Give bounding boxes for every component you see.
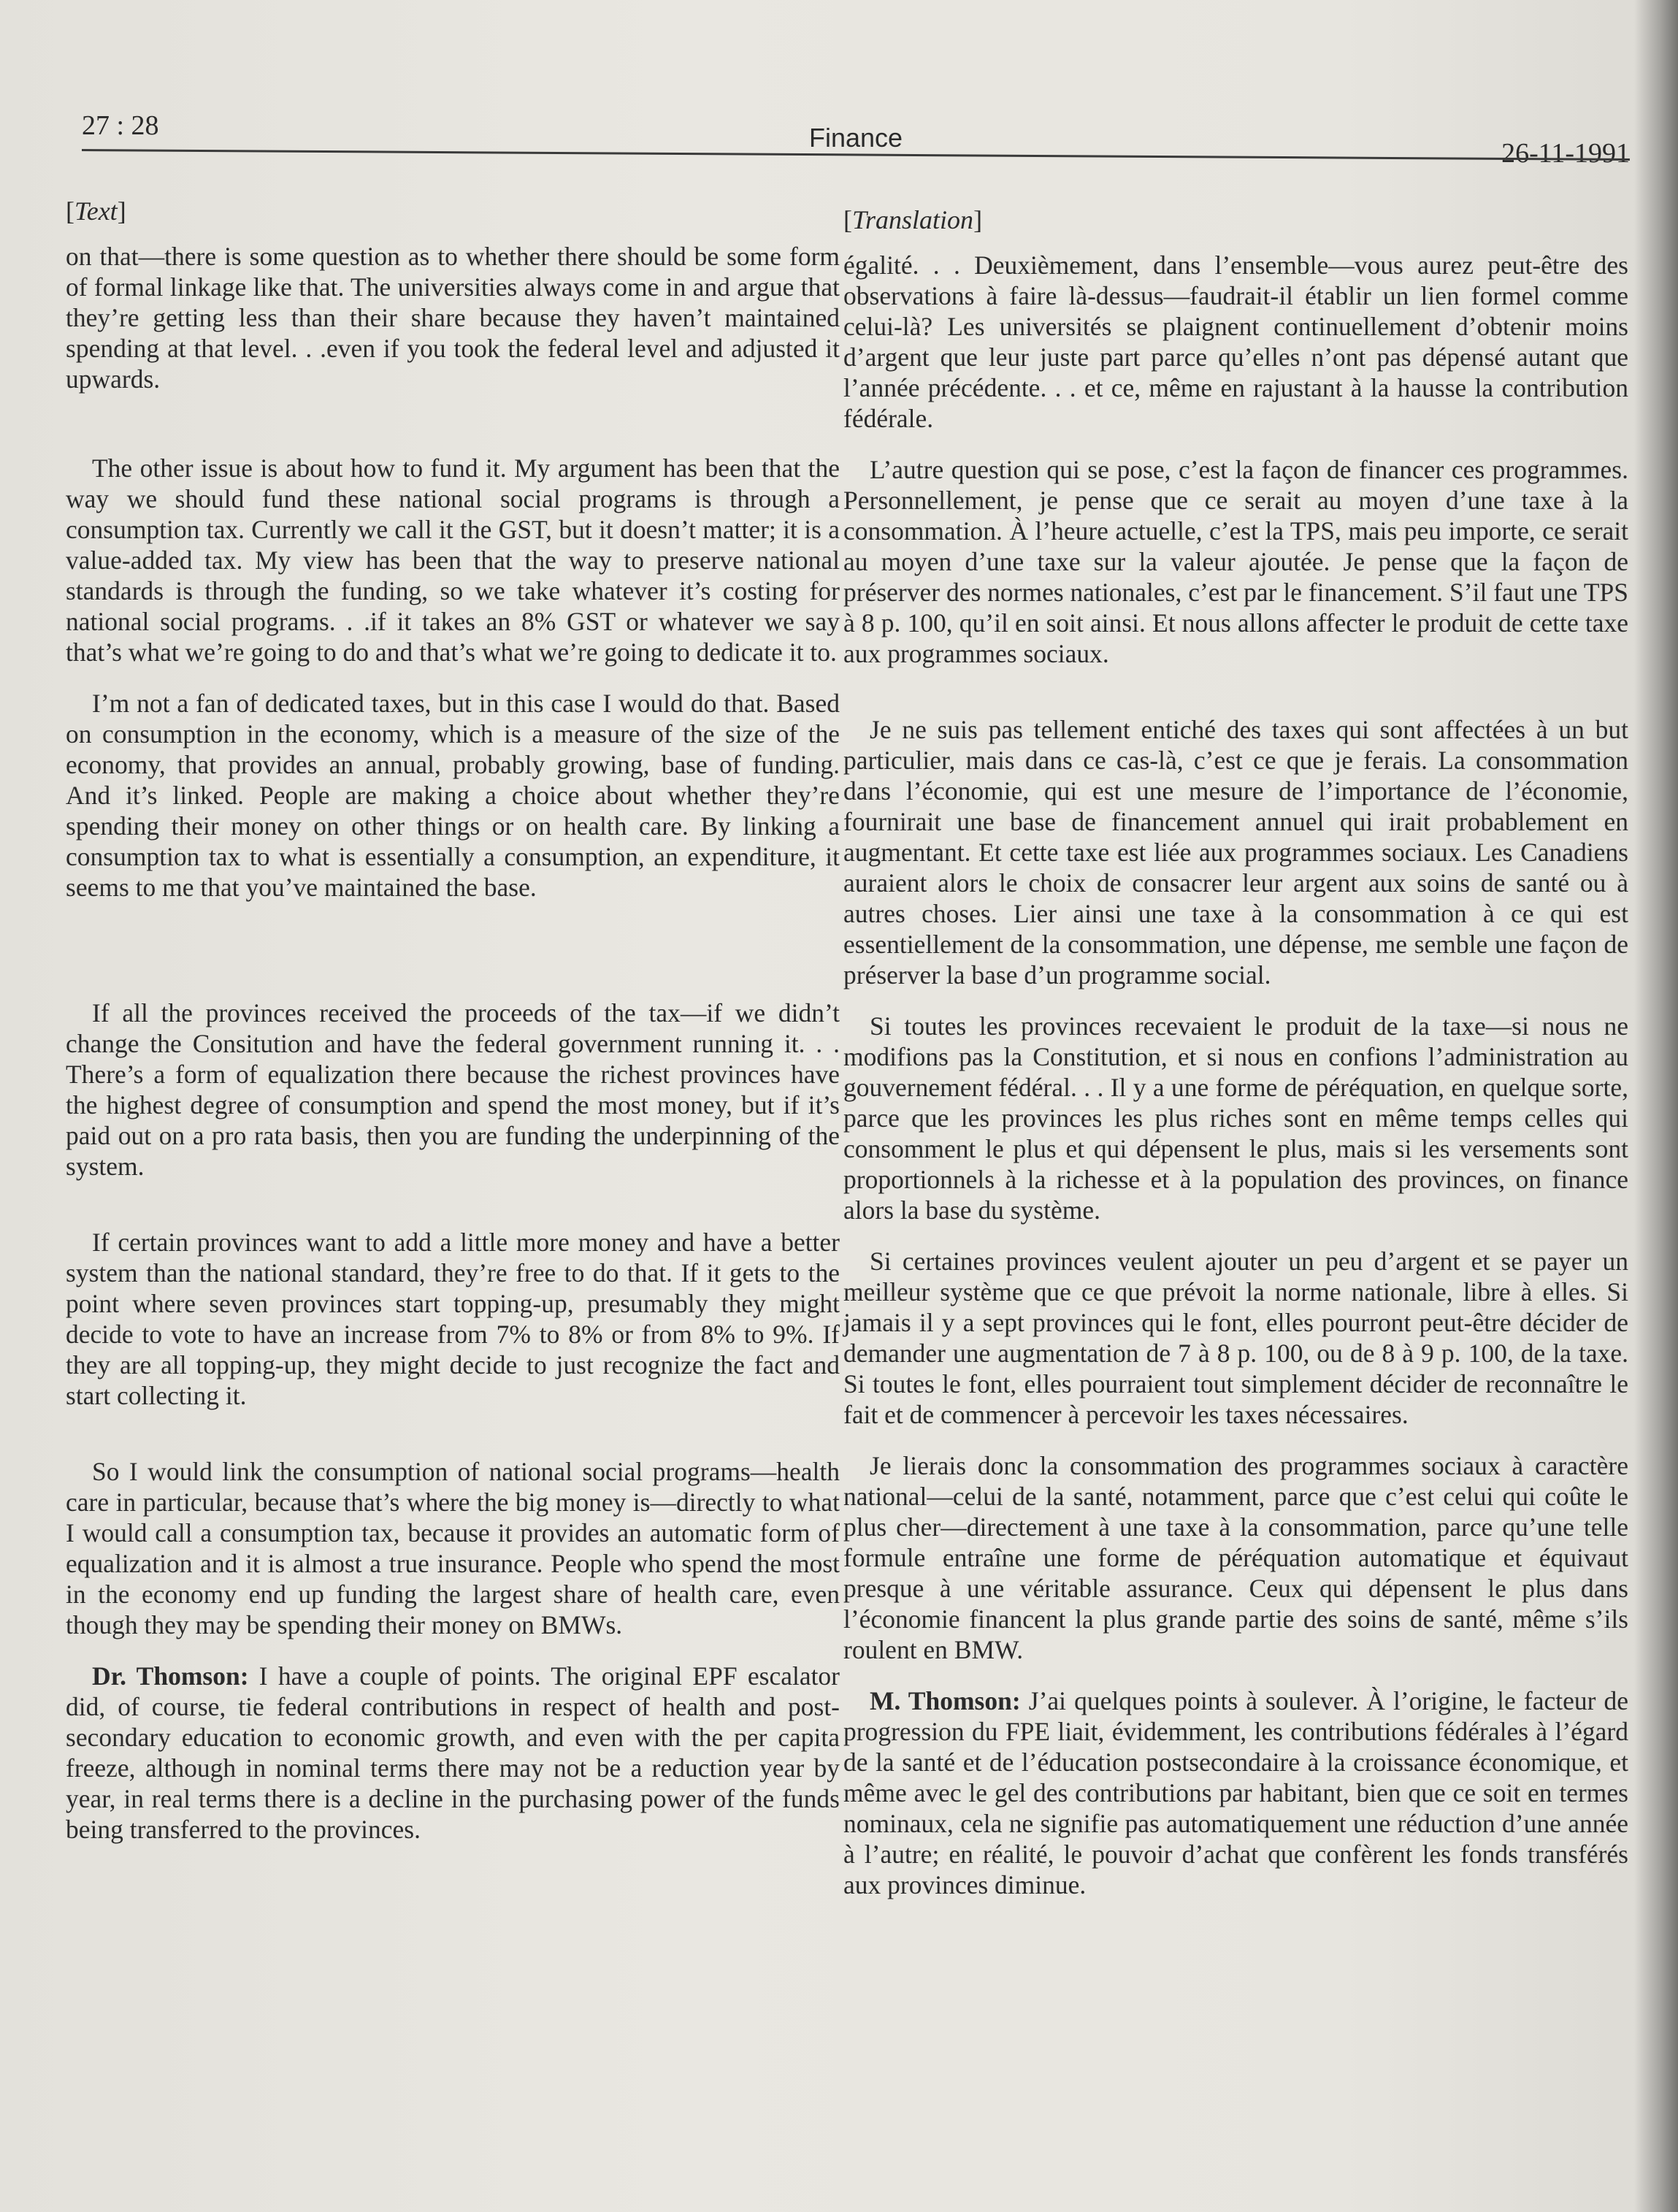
column-tag: [Translation] bbox=[843, 205, 983, 234]
header-title: Finance bbox=[808, 123, 903, 153]
column-tag: [Text] bbox=[66, 196, 126, 226]
paragraph: égalité. . . Deuxièmement, dans l’ensemble—vous aurez peut-être des observations à faire là-dessus—faudrait-il établir un lien formel comme celui-là? Les universités se plaignent continuellement d’obtenir moins d’argent que leur juste part parce qu’elles n’ont pas dépensé autant que l’année précédente. . . et ce, même en rajustant à la hausse la contribution fédérale. bbox=[843, 250, 1628, 433]
paragraph: If all the provinces received the proceeds of the tax—if we didn’t change the Consitution and have the federal government running it. . . There’s a form of equalization there because the richest provinces have the highest degree of consumption and spend the most money, but if it’s paid out on a pro rata basis, then you are funding the underpinning of the system. bbox=[66, 998, 840, 1181]
paragraph: Si toutes les provinces recevaient le produit de la taxe—si nous ne modifions pas la Constitution, et si nous en confions l’administration au gouvernement fédéral. . . Il y a une forme de péréquation, en quelque sorte, parce que les provinces les plus riches sont en même temps celles qui consomment le plus et qui dépensent le plus, mais si les versements sont proportionnels à la richesse et à la population des provinces, on finance alors la base du système. bbox=[843, 1011, 1628, 1225]
page-reference: 27 : 28 bbox=[82, 110, 159, 141]
speaker-paragraph bbox=[843, 1685, 1628, 1900]
speaker-name: M. Thomson: bbox=[870, 1686, 1021, 1715]
paragraph: L’autre question qui se pose, c’est la façon de financer ces programmes. Personnellement, je pense que ce serait au moyen d’une taxe à la consommation. À l’heure actuelle, c’est la TPS, mais peu importe, ce serait au moyen d’une taxe sur la valeur ajoutée. Je pense que la façon de préserver des normes nationales, c’est par le financement. S’il faut une TPS à 8 p. 100, qu’il en soit ainsi. Et nous allons affecter le produit de cette taxe aux programmes sociaux. bbox=[843, 455, 1628, 668]
paragraph: Si certaines provinces veulent ajouter un peu d’argent et se payer un meilleur système que ce que prévoit la norme nationale, libre à elles. Si jamais il y a sept provinces qui le font, elles pourront peut-être décider de demander une augmentation de 7 à 8 p. 100, ou de 8 à 9 p. 100, de la taxe. Si toutes le font, elles pourraient tout simplement décider de reconnaître le fait et de commencer à percevoir les taxes nécessaires. bbox=[843, 1247, 1628, 1429]
column-tag-label: Text bbox=[74, 196, 118, 226]
speaker-paragraph bbox=[66, 1661, 840, 1845]
speaker-name: Dr. Thomson: bbox=[92, 1661, 249, 1691]
paragraph: I’m not a fan of dedicated taxes, but in this case I would do that. Based on consumption in the economy, which is a measure of the size of the economy, that provides an annual, probably growing, base of funding. And it’s linked. People are making a choice about whether they’re spending their money on other things or on health care. By linking a consumption tax to what is essentially a consumption, an expenditure, it seems to me that you’ve maintained the base. bbox=[66, 689, 840, 902]
header-date: 26-11-1991 bbox=[1501, 138, 1630, 169]
page-header bbox=[82, 110, 1630, 175]
paragraph: Je ne suis pas tellement entiché des taxes qui sont affectées à un but particulier, mais dans ce cas-là, c’est ce que je ferais. La consommation dans l’économie, qui est une mesure de l’importance de l’économie, fournirait une base de financement annuel qui irait probablement en augmentant. Et cette taxe est liée aux programmes sociaux. Les Canadiens auraient alors le choix de consacrer leur argent aux soins de santé ou à autres choses. Lier ainsi une taxe à la consommation à ce qui est essentiellement de la consommation, une dépense, me semble une façon de préserver la base d’un programme social. bbox=[843, 715, 1628, 990]
paragraph: Je lierais donc la consommation des programmes sociaux à caractère national—celui de la santé, notamment, parce que c’est celui qui coûte le plus cher—directement à une taxe à la consommation, parce qu’une telle formule entraîne une forme de péréquation automatique et équivaut presque à une véritable assurance. Ceux qui dépensent le plus dans l’économie financent la plus grande partie des soins de santé, même s’ils roulent en BMW. bbox=[843, 1451, 1628, 1664]
speaker-text: J’ai quelques points à soulever. À l’origine, le facteur de progression du FPE liait, évidemment, les contributions fédérales à l’égard de la santé et de l’éducation postsecondaire à la croissance économique, et même avec le gel des contributions par habitant, bien que ce soit en termes nominaux, cela ne signifie pas automatiquement une réduction d’une année à l’autre; en réalité, le pouvoir d’achat que confèrent les fonds transférés aux provinces diminue. bbox=[843, 1686, 1628, 1899]
column-tag-label: Translation bbox=[852, 205, 974, 234]
paragraph: If certain provinces want to add a little more money and have a better system than the national standard, they’re free to do that. If it gets to the point where seven provinces start topping-up, presumably they might decide to vote to have an increase from 7% to 8% or from 8% to 9%. If they are all topping-up, they might decide to just recognize the fact and start collecting it. bbox=[66, 1228, 840, 1410]
english-column bbox=[66, 196, 840, 1865]
paragraph: So I would link the consumption of national social programs—health care in particular, because that’s where the big money is—directly to what I would call a consumption tax, because it provides an automatic form of equalization and it is almost a true insurance. People who spend the most in the economy end up funding the largest share of health care, even though they may be spending their money on BMWs. bbox=[66, 1457, 840, 1639]
paragraph: The other issue is about how to fund it. My argument has been that the way we should fund these national social programs is through a consumption tax. Currently we call it the GST, but it doesn’t matter; it is a value-added tax. My view has been that the way to preserve national standards is through the funding, so we take whatever it’s costing for national social programs. . .if it takes an 8% GST or whatever we say that’s what we’re going to do and that’s what we’re going to dedicate it to. bbox=[66, 454, 840, 667]
paragraph: on that—there is some question as to whether there should be some form of formal linkage like that. The universities always come in and argue that they’re getting less than their share because they haven’t maintained spending at that level. . .even if you took the federal level and adjusted it upwards. bbox=[66, 242, 840, 394]
binding-shadow bbox=[1634, 0, 1678, 2212]
speaker-text: I have a couple of points. The original EPF escalator did, of course, tie federal contributions in respect of health and post-secondary education to economic growth, and even with the per capita freeze, although in nominal terms there may not be a reduction year by year, in real terms there is a decline in the purchasing power of the funds being transferred to the provinces. bbox=[66, 1661, 840, 1844]
french-column bbox=[843, 204, 1628, 1921]
